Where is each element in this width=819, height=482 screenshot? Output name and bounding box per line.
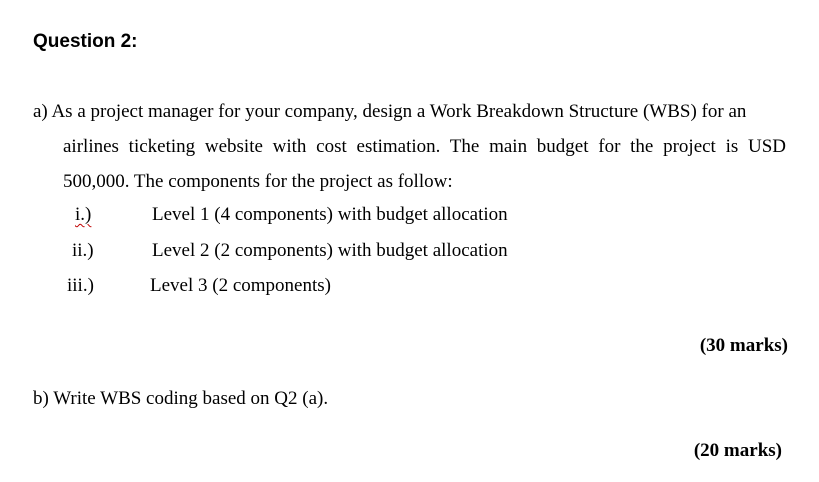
list-item-text: Level 3 (2 components)	[150, 275, 331, 296]
list-item-text: Level 2 (2 components) with budget allocation	[152, 240, 508, 261]
part-a-line-1: a) As a project manager for your company, design a Work Breakdown Structure (WBS) for an	[33, 101, 747, 122]
list-item-marker: i.)	[75, 204, 92, 225]
part-a-marks: (30 marks)	[699, 335, 788, 356]
part-b-text: b) Write WBS coding based on Q2 (a).	[33, 388, 329, 409]
list-item-marker: iii.)	[67, 275, 94, 296]
question-title: Question 2:	[33, 31, 138, 52]
part-b-marks: (20 marks)	[693, 440, 782, 461]
list-item-marker: ii.)	[72, 240, 94, 261]
part-a-line-3: 500,000. The components for the project as follow:	[63, 171, 453, 192]
list-item-text: Level 1 (4 components) with budget allocation	[152, 204, 508, 225]
part-a-line-2: airlines ticketing website with cost estimation. The main budget for the project is USD	[63, 136, 786, 157]
